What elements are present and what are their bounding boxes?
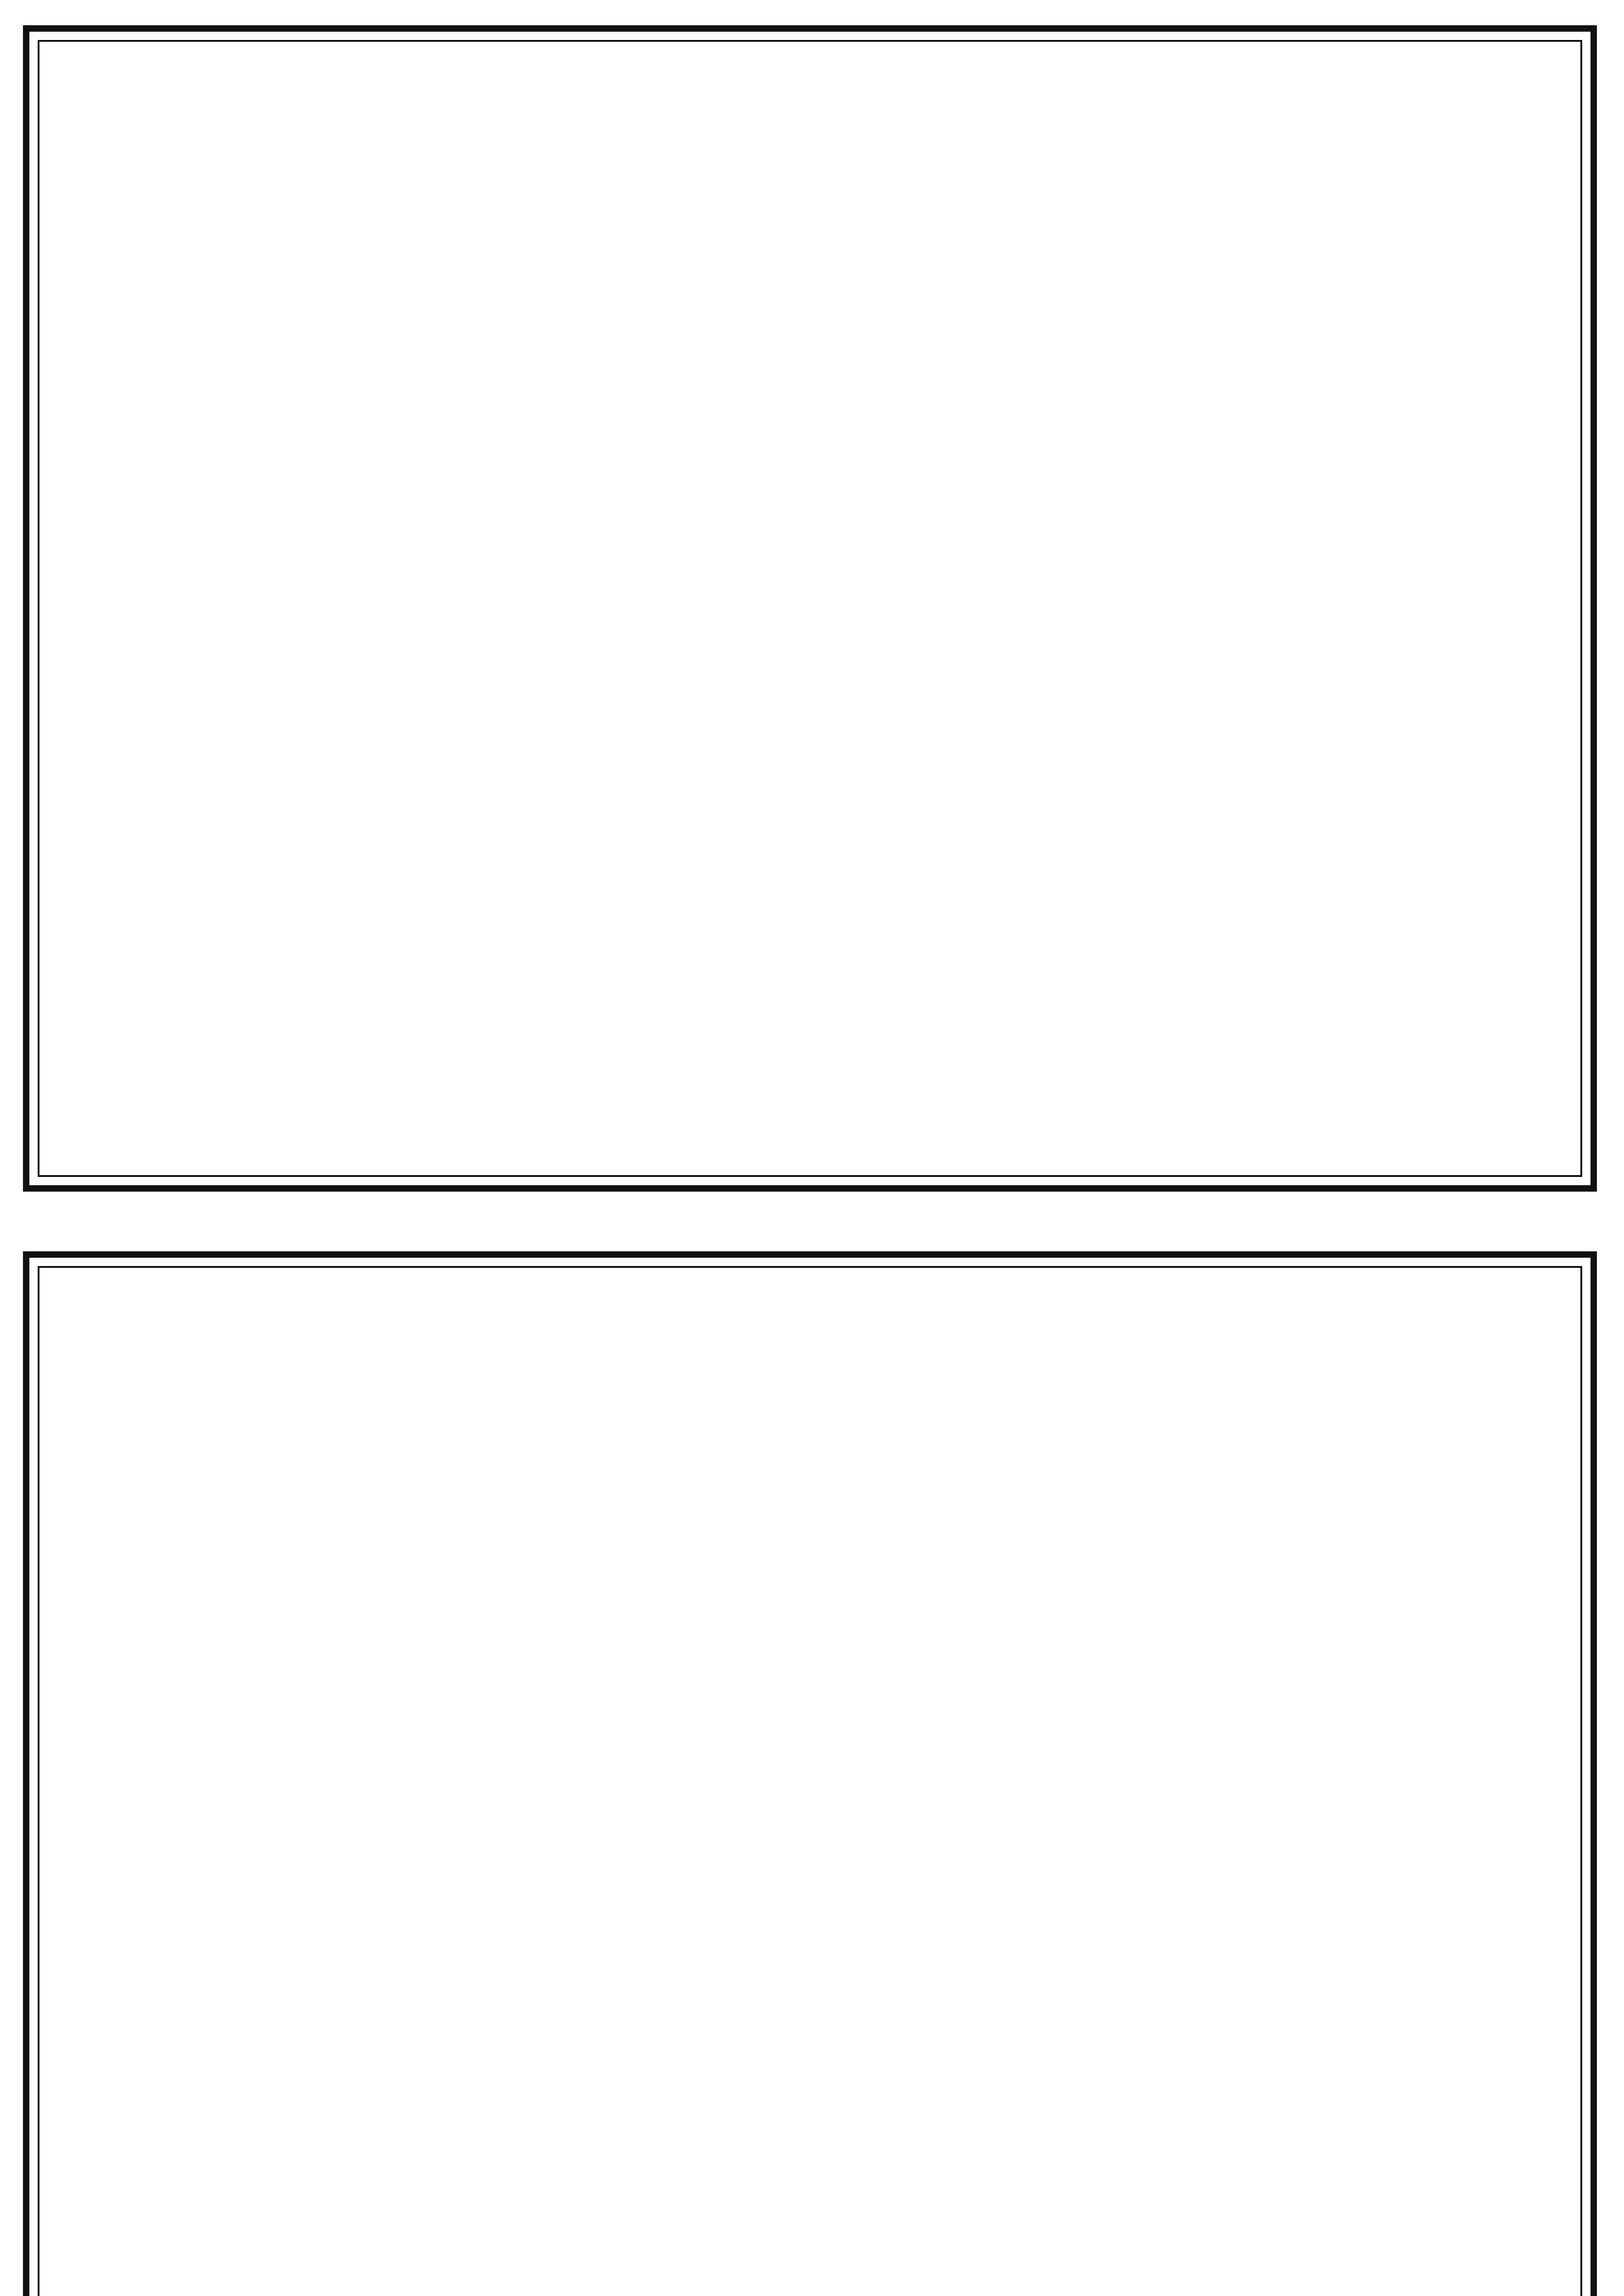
bottom-page-panel	[23, 1251, 1597, 2296]
top-page-panel	[23, 25, 1597, 1192]
top-page-frame	[38, 40, 1582, 1177]
bottom-page-frame	[38, 1266, 1582, 2296]
